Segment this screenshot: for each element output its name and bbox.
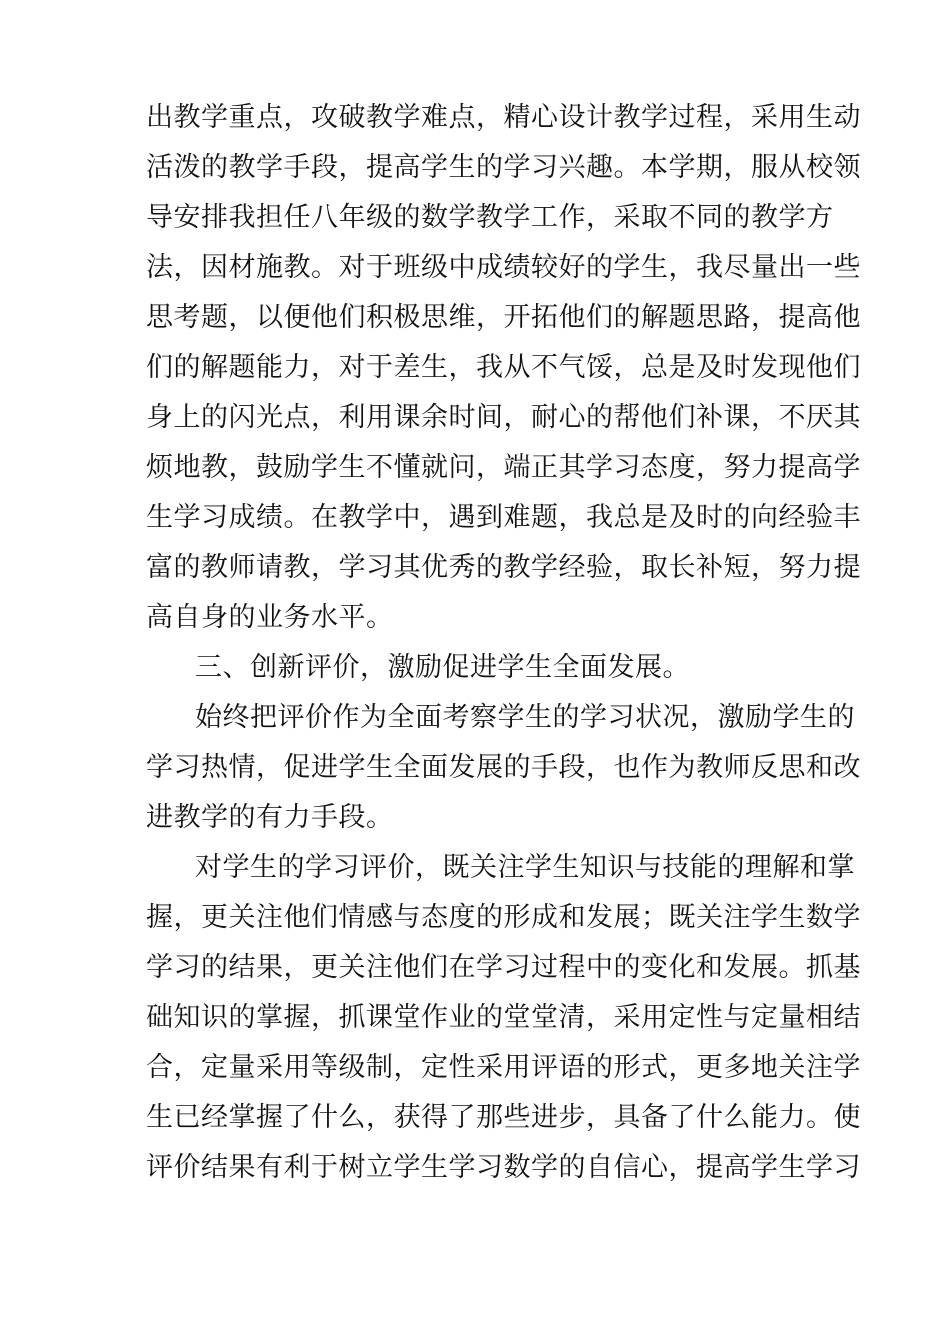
text-line: 生已经掌握了什么，获得了那些进步，具备了什么能力。使 <box>146 1102 861 1133</box>
text-line: 烦地教，鼓励学生不懂就问，端正其学习态度，努力提高学 <box>146 452 861 483</box>
text-line: 学习热情，促进学生全面发展的手段，也作为教师反思和改 <box>146 752 861 783</box>
text-line: 对学生的学习评价，既关注学生知识与技能的理解和掌 <box>195 852 855 883</box>
section-heading: 三、创新评价，激励促进学生全面发展。 <box>195 652 690 683</box>
text-line: 学习的结果，更关注他们在学习过程中的变化和发展。抓基 <box>146 952 861 983</box>
text-line: 富的教师请教，学习其优秀的教学经验，取长补短，努力提 <box>146 552 861 583</box>
text-line: 生学习成绩。在教学中，遇到难题，我总是及时的向经验丰 <box>146 502 861 533</box>
text-line: 法，因材施教。对于班级中成绩较好的学生，我尽量出一些 <box>146 252 861 283</box>
text-line: 身上的闪光点，利用课余时间，耐心的帮他们补课，不厌其 <box>146 402 861 433</box>
text-line: 础知识的掌握，抓课堂作业的堂堂清，采用定性与定量相结 <box>146 1002 861 1033</box>
text-line: 握，更关注他们情感与态度的形成和发展；既关注学生数学 <box>146 902 861 933</box>
text-line: 始终把评价作为全面考察学生的学习状况，激励学生的 <box>195 702 855 733</box>
text-line: 们的解题能力，对于差生，我从不气馁，总是及时发现他们 <box>146 352 861 383</box>
text-line: 高自身的业务水平。 <box>146 602 394 633</box>
text-line: 思考题，以便他们积极思维，开拓他们的解题思路，提高他 <box>146 302 861 333</box>
text-line: 活泼的教学手段，提高学生的学习兴趣。本学期，服从校领 <box>146 152 861 183</box>
text-line: 评价结果有利于树立学生学习数学的自信心，提高学生学习 <box>146 1152 861 1183</box>
text-line: 合，定量采用等级制，定性采用评语的形式，更多地关注学 <box>146 1052 861 1083</box>
text-line: 导安排我担任八年级的数学教学工作，采取不同的教学方 <box>146 202 834 233</box>
text-line: 进教学的有力手段。 <box>146 802 394 833</box>
text-line: 出教学重点，攻破教学难点，精心设计教学过程，采用生动 <box>146 102 861 133</box>
